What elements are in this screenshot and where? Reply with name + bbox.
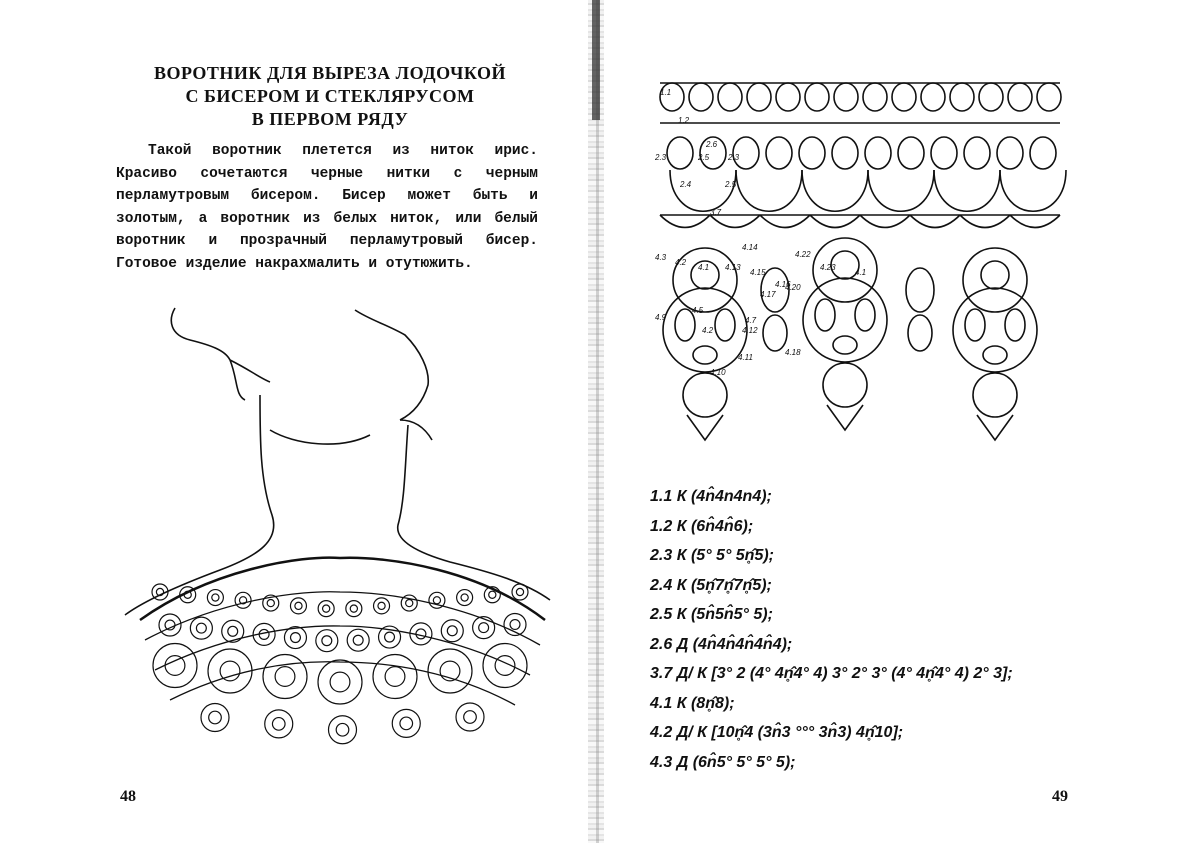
diagram-label: 3.7: [710, 208, 722, 217]
gutter-ink-mark: [592, 0, 600, 120]
diagram-petal: [965, 309, 985, 341]
lace-ring: [153, 644, 197, 688]
lace-ring: [373, 655, 417, 699]
diagram-label: 4.2: [675, 258, 687, 267]
diagram-ring-row1: [1008, 83, 1032, 111]
diagram-ring-row1: [776, 83, 800, 111]
lace-ring-inner: [330, 672, 350, 692]
diagram-label: 4.22: [795, 250, 811, 259]
lace-ring-inner: [464, 711, 477, 724]
lace-ring-inner: [461, 594, 468, 601]
diagram-petal: [715, 309, 735, 341]
lace-ring: [401, 595, 417, 611]
lace-ring: [290, 598, 306, 614]
lace-ring-inner: [322, 636, 332, 646]
diagram-petal: [833, 336, 857, 354]
diagram-label: 4.17: [760, 290, 776, 299]
formula-line: 4.2 Д/ К [10n̥̂4 (3n̂3 °°° 3n̂3) 4n̥̂10];: [650, 724, 904, 741]
diagram-connector: [906, 268, 934, 312]
lace-ring-inner: [196, 623, 206, 633]
diagram-label: 1.2: [678, 116, 690, 125]
diagram-ring-row1: [950, 83, 974, 111]
lace-ring-inner: [259, 629, 269, 639]
diagram-ring-row2: [865, 137, 891, 169]
formula-line: 1.2 К (6n̂4n̂6);: [650, 517, 754, 535]
diagram-label: 4.1: [855, 268, 867, 277]
diagram-arch: [1000, 170, 1066, 211]
diagram-label: 2.4: [680, 180, 692, 189]
diagram-scallop: [960, 215, 1010, 228]
lace-ring: [428, 649, 472, 693]
diagram-lower-ring: [823, 363, 867, 407]
lace-ring-inner: [516, 588, 523, 595]
diagram-arch: [868, 170, 934, 211]
diagram-label: 4.11: [738, 353, 753, 362]
diagram-label: 2.6: [706, 140, 718, 149]
diagram-petal: [815, 299, 835, 331]
diagram-label: 4.1: [698, 263, 710, 272]
lace-ring-inner: [378, 602, 385, 609]
diagram-label: 4.10: [710, 368, 726, 377]
lace-ring-inner: [350, 605, 357, 612]
diagram-petal: [693, 346, 717, 364]
title-line-3: В ПЕРВОМ РЯДУ: [251, 109, 409, 129]
lace-ring: [207, 590, 223, 606]
diagram-arch: [802, 170, 868, 211]
diagram-ring-row1: [1037, 83, 1061, 111]
lace-ring-inner: [323, 605, 330, 612]
tatting-diagram: [650, 65, 1070, 445]
diagram-scallop: [860, 215, 910, 228]
collar-illustration: [120, 300, 560, 760]
diagram-label: 2.3: [728, 153, 740, 162]
diagram-label: 4.7: [745, 316, 757, 325]
diagram-ring-row2: [997, 137, 1023, 169]
diagram-connector: [763, 315, 787, 351]
lace-ring-inner: [489, 591, 496, 598]
diagram-trefoil: [687, 415, 723, 440]
diagram-label: 4.3: [655, 253, 667, 262]
diagram-lower-ring: [973, 373, 1017, 417]
lace-ring: [208, 649, 252, 693]
diagram-scallop: [910, 215, 960, 228]
diagram-ring-row1: [747, 83, 771, 111]
diagram-lower-ring: [683, 373, 727, 417]
lace-ring: [457, 590, 473, 606]
diagram-label: 1.1: [660, 88, 672, 97]
page-number-left: 48: [120, 788, 136, 805]
lace-ring: [263, 655, 307, 699]
diagram-ring-row1: [921, 83, 945, 111]
diagram-label: 4.20: [785, 283, 801, 292]
formula-line: 2.5 К (5n̂5n̂5° 5);: [650, 606, 773, 623]
lace-ring-inner: [433, 597, 440, 604]
page-title: [110, 62, 550, 131]
formula-line: 3.7 Д/ К [3° 2 (4° 4n̥̂4° 4) 3° 2° 3° (4° 4n̥̂4° 4) 2° 3];: [650, 665, 1013, 682]
diagram-scallop: [760, 215, 810, 228]
gutter-shadow: [596, 0, 599, 843]
lace-ring: [374, 598, 390, 614]
formula-line: 4.3 Д (6n̂5° 5° 5° 5);: [650, 753, 796, 771]
diagram-ring-row1: [718, 83, 742, 111]
lace-ring-inner: [353, 635, 363, 645]
diagram-label: 2.3: [655, 153, 667, 162]
diagram-ring-row2: [931, 137, 957, 169]
diagram-label: 4.2: [702, 326, 714, 335]
lace-ring-inner: [479, 623, 489, 633]
pattern-formulas: [650, 482, 1090, 777]
diagram-ring-row1: [834, 83, 858, 111]
diagram-motif-center: [981, 261, 1009, 289]
lace-ring: [392, 709, 420, 737]
lace-ring-inner: [336, 723, 349, 736]
lace-ring-inner: [209, 711, 222, 724]
lace-ring-inner: [416, 629, 426, 639]
diagram-scallop: [810, 215, 860, 228]
lace-ring: [346, 601, 362, 617]
diagram-label: 4.13: [725, 263, 741, 272]
lace-ring: [265, 710, 293, 738]
diagram-petal: [1005, 309, 1025, 341]
lace-ring-inner: [291, 633, 301, 643]
lace-ring: [329, 716, 357, 744]
lace-ring-inner: [385, 667, 405, 687]
lace-ring: [512, 584, 528, 600]
lace-ring-inner: [295, 602, 302, 609]
diagram-label: 4.16: [775, 280, 791, 289]
lace-ring: [429, 592, 445, 608]
diagram-trefoil: [827, 405, 863, 430]
diagram-arch: [670, 170, 736, 211]
diagram-ring-row1: [689, 83, 713, 111]
lace-ring: [318, 601, 334, 617]
diagram-label: 4.14: [742, 243, 758, 252]
diagram-petal: [983, 346, 1007, 364]
diagram-ring-row2: [832, 137, 858, 169]
lace-ring-inner: [220, 661, 240, 681]
lace-ring-inner: [267, 599, 274, 606]
diagram-ring-row1: [805, 83, 829, 111]
diagram-arch: [736, 170, 802, 211]
diagram-petal: [855, 299, 875, 331]
diagram-label: 4.5: [692, 306, 704, 315]
diagram-trefoil: [977, 415, 1013, 440]
diagram-arch: [934, 170, 1000, 211]
title-line-1: ВОРОТНИК ДЛЯ ВЫРЕЗА ЛОДОЧКОЙ: [154, 63, 506, 83]
lace-ring: [235, 592, 251, 608]
diagram-ring-row2: [667, 137, 693, 169]
diagram-label: 4.23: [820, 263, 836, 272]
diagram-ring-row2: [1030, 137, 1056, 169]
diagram-connector: [908, 315, 932, 351]
diagram-scallop: [1010, 215, 1060, 228]
diagram-motif-outer: [963, 248, 1027, 312]
lace-ring: [318, 660, 362, 704]
diagram-ring-row1: [892, 83, 916, 111]
lace-ring: [201, 704, 229, 732]
formula-line: 2.4 К (5n̥̂7n̥̂7n̥̂5);: [650, 576, 772, 594]
diagram-label: 2.5: [725, 180, 737, 189]
formula-line: 2.3 К (5° 5° 5n̥̂5);: [650, 547, 775, 564]
lace-ring-inner: [212, 594, 219, 601]
page-number-right: 49: [1052, 788, 1068, 805]
diagram-label: 4.9: [655, 313, 667, 322]
lace-ring-inner: [447, 626, 457, 636]
diagram-scallop: [660, 215, 710, 228]
lace-ring: [483, 644, 527, 688]
lace-ring-inner: [406, 599, 413, 606]
lace-ring: [456, 703, 484, 731]
description-paragraph: [116, 140, 538, 275]
lace-ring: [284, 627, 306, 649]
lace-ring: [190, 617, 212, 639]
diagram-label: 4.18: [785, 348, 801, 357]
lace-ring: [222, 620, 244, 642]
diagram-label: 4.15: [750, 268, 766, 277]
lace-ring: [316, 630, 338, 652]
lace-ring-inner: [228, 626, 238, 636]
diagram-ring-row1: [863, 83, 887, 111]
paragraph-text: Такой воротник плетется из ниток ирис. Красиво сочетаются черные нитки с черным перламутровым бисером. Бисер может быть и золотым, а воротник из белых ниток, или белый воротник и прозрачный перламутровый бисер. Готовое изделие накрахмалить и отутюжить.: [116, 143, 538, 272]
diagram-ring-row2: [964, 137, 990, 169]
diagram-ring-row2: [898, 137, 924, 169]
diagram-ring-row1: [979, 83, 1003, 111]
lace-ring: [347, 629, 369, 651]
lace-ring: [441, 620, 463, 642]
lace-ring-inner: [385, 632, 395, 642]
lace-ring-inner: [272, 718, 285, 731]
diagram-ring-row2: [799, 137, 825, 169]
lace-ring-inner: [400, 717, 413, 730]
lace-ring-inner: [275, 667, 295, 687]
lace-ring: [473, 617, 495, 639]
formula-line: 1.1 К (4n̂4n4n4);: [650, 488, 772, 505]
diagram-label: 2.5: [698, 153, 710, 162]
lace-ring-inner: [165, 656, 185, 676]
formula-line: 4.1 К (8n̥̂8);: [650, 694, 735, 712]
lace-ring-inner: [510, 620, 520, 630]
formula-line: 2.6 Д (4n̂4n̂4n̂4n̂4);: [650, 635, 793, 653]
diagram-label: 4.12: [742, 326, 758, 335]
diagram-ring-row2: [766, 137, 792, 169]
title-line-2: С БИСЕРОМ И СТЕКЛЯРУСОМ: [185, 86, 475, 106]
